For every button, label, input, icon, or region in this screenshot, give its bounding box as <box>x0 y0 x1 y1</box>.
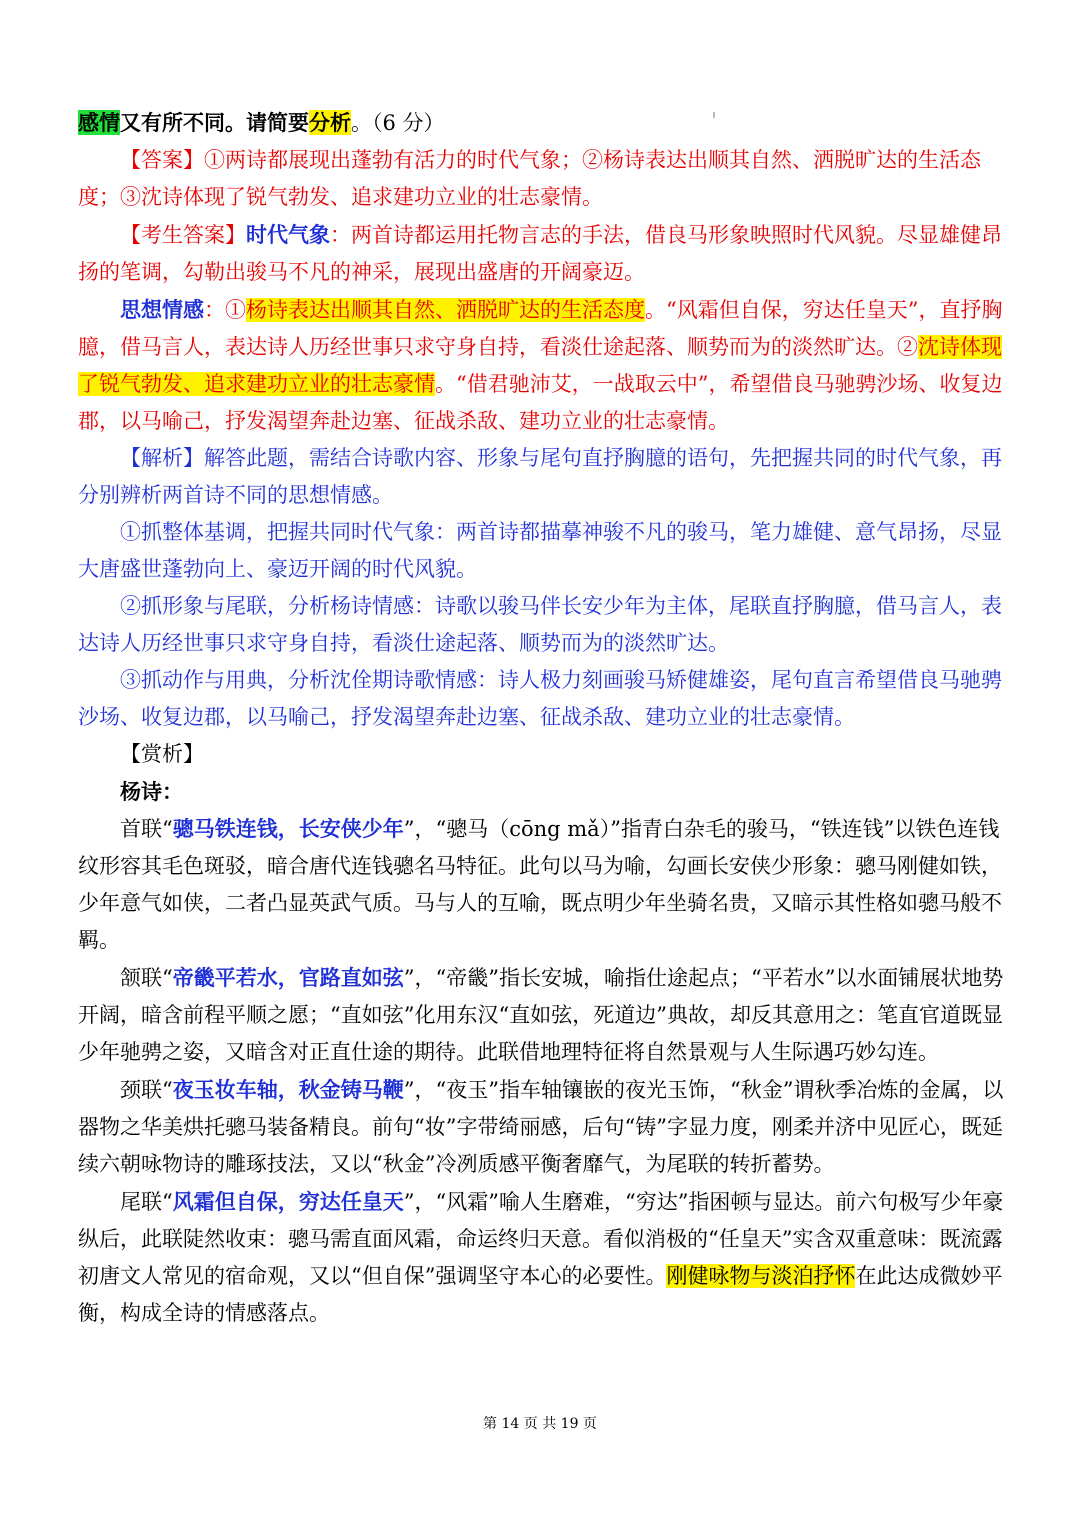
couplet-4: 尾联“风霜但自保，穷达任皇天”，“风霜”喻人生磨难，“穷达”指困顿与显达。前六句极写少年豪纵后，此联陡然收束：骢马需直面风霜，命运终归天意。看似消极的“任皇天”实含双重意味：既流露初唐文人常见的宿命观，又以“但自保”强调坚守本心的必要性。刚健咏物与淡泊抒怀在此达成微妙平衡，构成全诗的情感落点。 <box>78 1189 1004 1325</box>
highlight-yang: 杨诗表达出顺其自然、洒脱旷达的生活态度 <box>246 298 645 322</box>
highlight-feeling: 感情 <box>78 110 120 135</box>
quote-4: 风霜但自保，穷达任皇天 <box>172 1189 404 1214</box>
poet-heading: 杨诗： <box>120 779 183 804</box>
quote-3: 夜玉妆车轴，秋金铸马鞭 <box>172 1077 404 1102</box>
document-page <box>78 104 1004 1332</box>
student-answer-paragraph: 【考生答案】时代气象：两首诗都运用托物言志的手法，借良马形象映照时代风貌。尽显雄健昂扬的笔调，勾勒出骏马不凡的神采，展现出盛唐的开阔豪迈。 <box>78 222 1002 284</box>
quote-1: 骢马铁连钱，长安侠少年 <box>172 816 404 841</box>
highlight-analyze: 分析 <box>309 110 351 135</box>
quote-2: 帝畿平若水，官路直如弦 <box>172 965 404 990</box>
couplet-2: 颔联“帝畿平若水，官路直如弦”，“帝畿”指长安城，喻指仕途起点；“平若水”以水面铺展状地势开阔，暗含前程平顺之愿；“直如弦”化用东汉“直如弦，死道边”典故，却反其意用之：笔直官道既显少年驰骋之姿，又暗含对正直仕途的期待。此联借地理特征将自然景观与人生际遇巧妙勾连。 <box>78 965 1004 1064</box>
question-tail: 感情又有所不同。请简要分析。（6 分） <box>78 110 445 135</box>
analysis-step-3: ③抓动作与用典，分析沈佺期诗歌情感：诗人极力刻画骏马矫健雄姿，尾句直言希望借良马驰骋沙场、收复边郡，以马喻己，抒发渴望奔赴边塞、征战杀敌、建功立业的壮志豪情。 <box>78 668 1002 729</box>
student-emotion-paragraph: 思想情感：①杨诗表达出顺其自然、洒脱旷达的生活态度。“风霜但自保，穷达任皇天”，直抒胸臆，借马言人，表达诗人历经世事只求守身自持，看淡仕途起落、顺势而为的淡然旷达。②沈诗体现了锐气勃发、追求建功立业的壮志豪情。“借君驰沛艾，一战取云中”，希望借良马驰骋沙场、收复边郡，以马喻己，抒发渴望奔赴边塞、征战杀敌、建功立业的壮志豪情。 <box>78 297 1003 433</box>
subheading-era: 时代气象 <box>246 222 330 247</box>
analysis-step-2: ②抓形象与尾联，分析杨诗情感：诗歌以骏马伴长安少年为主体，尾联直抒胸臆，借马言人，表达诗人历经世事只求守身自持，看淡仕途起落、顺势而为的淡然旷达。 <box>78 594 1002 655</box>
appreciation-label: 【赏析】 <box>120 742 204 766</box>
couplet-1: 首联“骢马铁连钱，长安侠少年”，“骢马（cōng mǎ）”指青白杂毛的骏马，“铁连钱”以铁色连钱纹形容其毛色斑驳，暗合唐代连钱骢名马特征。此句以马为喻，勾画长安侠少形象：骢马刚健如铁，少年意气如侠，二者凸显英武气质。马与人的互喻，既点明少年坐骑名贵，又暗示其性格如骢马般不羁。 <box>78 816 1002 952</box>
couplet-3: 颈联“夜玉妆车轴，秋金铸马鞭”，“夜玉”指车轴镶嵌的夜光玉饰，“秋金”谓秋季冶炼的金属，以器物之华美烘托骢马装备精良。前句“妆”字带绮丽感，后句“铸”字显力度，刚柔并济中见匠心，既延续六朝咏物诗的雕琢技法，又以“秋金”冷冽质感平衡奢靡气，为尾联的转折蓄势。 <box>78 1077 1004 1176</box>
analysis-intro: 【解析】解答此题，需结合诗歌内容、形象与尾句直抒胸臆的语句，先把握共同的时代气象，再分别辨析两首诗不同的思想情感。 <box>78 446 1002 507</box>
analysis-step-1: ①抓整体基调，把握共同时代气象：两首诗都描摹神骏不凡的骏马，笔力雄健、意气昂扬，尽显大唐盛世蓬勃向上、豪迈开阔的时代风貌。 <box>78 520 1002 581</box>
highlight-shen: 沈诗体现了锐气勃发、追求建功立业的壮志豪情 <box>78 335 1002 396</box>
answer-label: 【答案】 <box>120 148 204 172</box>
highlight-balance: 刚健咏物与淡泊抒怀 <box>666 1264 856 1288</box>
analysis-label: 【解析】 <box>120 446 204 470</box>
student-answer-label: 【考生答案】 <box>120 223 246 247</box>
page-footer: 第 14 页 共 19 页 <box>483 1416 597 1432</box>
answer-paragraph: 【答案】①两诗都展现出蓬勃有活力的时代气象；②杨诗表达出顺其自然、洒脱旷达的生活态度；③沈诗体现了锐气勃发、追求建功立业的壮志豪情。 <box>78 148 981 209</box>
subheading-emotion: 思想情感 <box>120 297 204 322</box>
